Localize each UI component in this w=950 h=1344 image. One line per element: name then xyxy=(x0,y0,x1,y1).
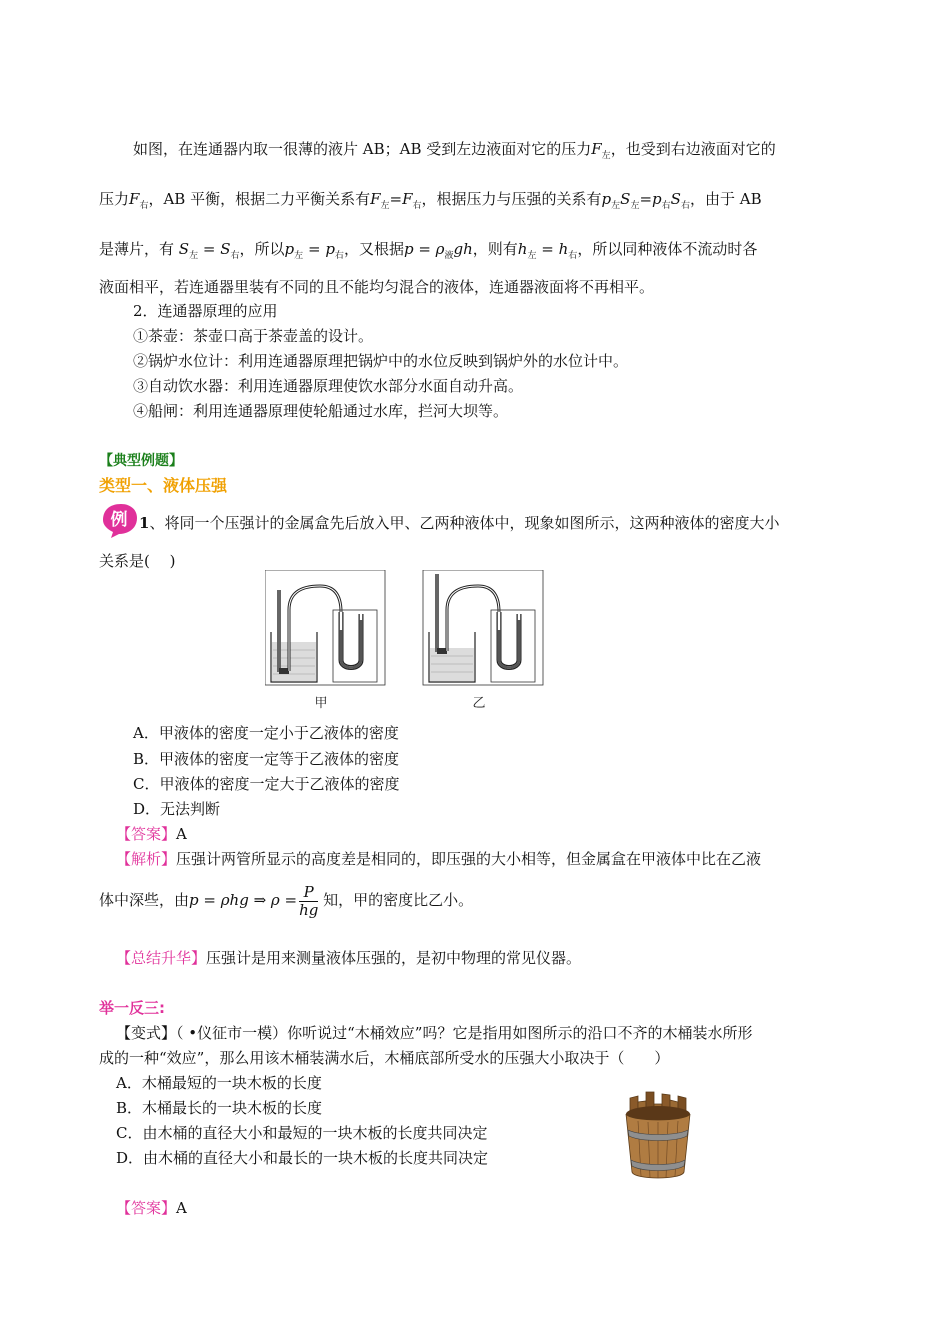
text: 如图，在连通器内取一很薄的液片 AB；AB 受到左边液面对它的压力 xyxy=(133,140,592,158)
pressure-gauge-figure xyxy=(265,570,565,715)
summary-label: 【总结升华】 xyxy=(116,949,207,967)
math-eq: = xyxy=(202,240,216,258)
u-tube xyxy=(499,612,519,668)
math-sub: 左 xyxy=(630,201,640,211)
example1-analysis-line1 xyxy=(116,847,761,871)
liquid xyxy=(430,648,474,681)
type1-heading: 类型一、液体压强 xyxy=(99,476,228,495)
math-sub: 右 xyxy=(334,251,344,261)
variant-option-d: D．由木桶的直径大小和最长的一块木板的长度共同决定 xyxy=(116,1149,489,1167)
math-sub: 右 xyxy=(139,201,149,211)
math-F: F xyxy=(402,190,413,208)
answer-value: A xyxy=(176,1199,187,1217)
intro-line-2 xyxy=(99,187,762,218)
math-sub: 右 xyxy=(230,251,240,261)
example1-question-line2: 关系是( ) xyxy=(99,552,176,570)
math-sub: 右 xyxy=(412,201,422,211)
math-p: p xyxy=(325,240,335,258)
figure-label-jia: 甲 xyxy=(314,696,328,711)
math-sub: 液 xyxy=(444,251,454,261)
analysis-label: 【解析】 xyxy=(116,850,177,868)
text: ，所以同种液体不流动时各 xyxy=(577,240,758,258)
probe-rod xyxy=(277,590,281,672)
pressure-equal-formula xyxy=(284,240,344,261)
u-tube-inner xyxy=(341,612,361,668)
math-h: h xyxy=(517,240,528,258)
variant-option-a: A．木桶最短的一块木板的长度 xyxy=(116,1074,322,1092)
math-eq: = xyxy=(307,240,321,258)
math-F: F xyxy=(591,140,602,158)
u-tube-liquid xyxy=(499,620,519,668)
gauge-setup-jia xyxy=(265,570,385,711)
text: ，也受到右边液面对它的 xyxy=(610,140,776,158)
math-eq: = xyxy=(639,190,653,208)
math-S: S xyxy=(220,240,231,258)
answer-label: 【答案】 xyxy=(116,825,177,843)
math-sub: 左 xyxy=(294,251,304,261)
text: 压强计两管所显示的高度差是相同的，即压强的大小相等，但金属盒在甲液体中比在乙液 xyxy=(176,850,762,868)
math-p: p xyxy=(403,240,414,258)
intro-line-4: 液面相平，若连通器里装有不同的且不能均匀混合的液体，连通器液面将不再相平。 xyxy=(99,278,655,296)
math-S: S xyxy=(620,190,631,208)
example1-answer xyxy=(116,822,187,846)
option-a: A．甲液体的密度一定小于乙液体的密度 xyxy=(133,724,399,742)
variant-line2: 成的一种“效应”，那么用该木桶装满水后，木桶底部所受水的压强大小取决于（ ） xyxy=(99,1049,670,1067)
math-sub: 右 xyxy=(661,201,671,211)
example1-summary xyxy=(116,946,581,970)
u-tube-inner xyxy=(499,612,519,668)
fraction-denominator: hg xyxy=(299,900,319,919)
option-c: C．甲液体的密度一定大于乙液体的密度 xyxy=(133,775,400,793)
math-sub: 左 xyxy=(611,201,621,211)
math-h: h xyxy=(558,240,569,258)
liquid-pressure-formula xyxy=(403,240,473,261)
math-sub: 左 xyxy=(380,201,390,211)
variant-option-c: C．由木桶的直径大小和最短的一块木板的长度共同决定 xyxy=(116,1124,488,1142)
force-right-symbol xyxy=(129,190,149,211)
text: 体中深些，由 xyxy=(99,891,190,909)
text: 压力 xyxy=(99,190,130,208)
answer-label: 【答案】 xyxy=(116,1199,177,1217)
u-tube xyxy=(341,612,361,668)
u-tube-liquid xyxy=(341,620,361,668)
text: ，则有 xyxy=(472,240,518,258)
math-sub: 左 xyxy=(527,251,537,261)
variant-answer xyxy=(116,1196,187,1220)
text: 知，甲的密度比乙小。 xyxy=(323,891,474,909)
math-gh: gh xyxy=(453,240,473,258)
example-number: 1 xyxy=(139,514,150,532)
gauge-setup-yi xyxy=(423,570,543,711)
math-sub: 左 xyxy=(601,151,611,161)
intro-line-1 xyxy=(133,137,776,168)
force-balance-formula xyxy=(370,190,422,211)
density-fraction xyxy=(299,884,318,919)
answer-value: A xyxy=(176,825,187,843)
applications-heading: 2．连通器原理的应用 xyxy=(133,302,278,320)
math-sub: 右 xyxy=(568,251,578,261)
math-p: p xyxy=(652,190,662,208)
example-badge-icon xyxy=(99,502,139,538)
math-eq: = xyxy=(389,190,403,208)
text: ，所以 xyxy=(239,240,285,258)
text: ，根据压力与压强的关系有 xyxy=(421,190,602,208)
area-equal-formula xyxy=(174,240,240,261)
density-formula: p = ρhg ⇒ ρ = xyxy=(189,891,298,909)
variant-option-b: B．木桶最长的一块木板的长度 xyxy=(116,1099,323,1117)
math-F: F xyxy=(370,190,381,208)
force-left-symbol xyxy=(591,140,611,161)
application-item: ④船闸：利用连通器原理使轮船通过水库，拦河大坝等。 xyxy=(133,402,509,420)
wooden-bucket-image xyxy=(620,1090,698,1182)
math-S: S xyxy=(178,240,190,258)
example1-analysis-line2 xyxy=(99,880,473,920)
text: 、将同一个压强计的金属盒先后放入甲、乙两种液体中，现象如图所示，这两种液体的密度大小 xyxy=(149,514,780,532)
typical-examples-heading: 【典型例题】 xyxy=(99,453,183,469)
height-equal-formula xyxy=(517,240,578,261)
math-sub: 左 xyxy=(189,251,199,261)
math-F: F xyxy=(129,190,140,208)
text: ，由于 AB xyxy=(689,190,762,208)
text: ，AB 平衡，根据二力平衡关系有 xyxy=(148,190,371,208)
option-b: B．甲液体的密度一定等于乙液体的密度 xyxy=(133,750,400,768)
math-p: p xyxy=(284,240,295,258)
badge-text: 例 xyxy=(110,510,128,530)
variant-line1: 【变式】（ •仪征市一模）你听说过“木桶效应”吗？它是指用如图所示的沿口不齐的木桶装水所形 xyxy=(116,1024,753,1042)
math-p: p xyxy=(601,190,612,208)
example1-question-line1 xyxy=(139,511,779,535)
probe-rod xyxy=(435,574,439,652)
application-item: ②锅炉水位计：利用连通器原理把锅炉中的水位反映到锅炉外的水位计中。 xyxy=(133,352,629,370)
figure-label-yi: 乙 xyxy=(472,696,486,711)
math-sub: 右 xyxy=(680,201,690,211)
text: 压强计是用来测量液体压强的，是初中物理的常见仪器。 xyxy=(206,949,582,967)
text: ，又根据 xyxy=(343,240,404,258)
intro-line-3 xyxy=(99,237,757,268)
math-rho: = ρ xyxy=(418,240,445,258)
option-d: D．无法判断 xyxy=(133,800,221,818)
math-eq: = xyxy=(541,240,554,258)
application-item: ①茶壶：茶壶口高于茶壶盖的设计。 xyxy=(133,327,374,345)
practice-heading: 举一反三: xyxy=(99,999,165,1017)
text: 是薄片，有 xyxy=(99,240,175,258)
application-item: ③自动饮水器：利用连通器原理使饮水部分水面自动升高。 xyxy=(133,377,524,395)
math-S: S xyxy=(670,190,681,208)
fraction-numerator: P xyxy=(299,884,318,902)
pressure-area-formula xyxy=(601,190,690,211)
